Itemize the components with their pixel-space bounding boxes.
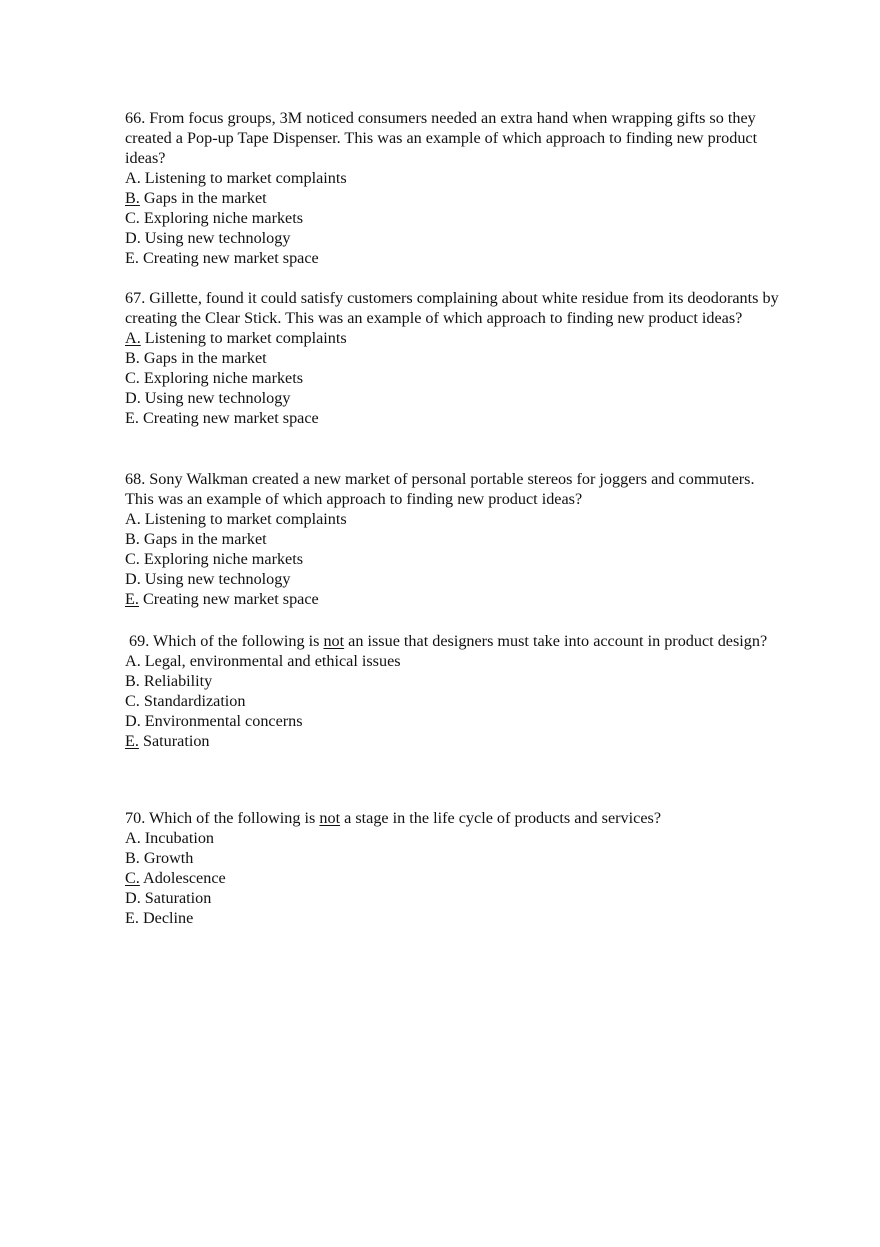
- option-text: Saturation: [140, 889, 212, 907]
- answer-option-b: [125, 671, 785, 691]
- option-letter: A.: [125, 169, 141, 187]
- option-text: Standardization: [139, 692, 246, 710]
- question-69: [125, 631, 785, 751]
- option-letter-correct: C.: [125, 869, 140, 887]
- option-text: Exploring niche markets: [139, 550, 304, 568]
- option-letter: C.: [125, 369, 140, 387]
- option-letter: C.: [125, 209, 140, 227]
- option-letter: B.: [125, 849, 140, 867]
- option-text: Reliability: [139, 672, 213, 690]
- question-70: [125, 808, 785, 928]
- option-text: Environmental concerns: [140, 712, 303, 730]
- answer-option-b: [125, 348, 785, 368]
- answer-option-b: [125, 188, 785, 208]
- option-text: Adolescence: [139, 869, 226, 887]
- answer-option-e: [125, 589, 785, 609]
- answer-option-b: [125, 848, 785, 868]
- option-text: Exploring niche markets: [139, 209, 304, 227]
- answer-option-c: [125, 691, 785, 711]
- answer-option-b: [125, 529, 785, 549]
- stem-text: a stage in the life cycle of products and services?: [340, 809, 661, 827]
- answer-option-a: [125, 328, 785, 348]
- stem-text: an issue that designers must take into account in product design?: [344, 632, 768, 650]
- answer-option-a: [125, 509, 785, 529]
- answer-option-c: [125, 208, 785, 228]
- answer-option-a: [125, 168, 785, 188]
- option-text: Gaps in the market: [139, 530, 267, 548]
- option-letter: B.: [125, 672, 140, 690]
- option-text: Gaps in the market: [139, 349, 267, 367]
- stem-emphasis: not: [323, 632, 345, 650]
- option-text: Decline: [138, 909, 194, 927]
- answer-option-c: [125, 549, 785, 569]
- option-text: Listening to market complaints: [140, 169, 347, 187]
- option-letter: B.: [125, 349, 140, 367]
- question-stem: [125, 631, 785, 651]
- stem-text: 69. Which of the following is: [125, 632, 324, 650]
- answer-option-e: [125, 408, 785, 428]
- option-letter-correct: B.: [125, 189, 140, 207]
- option-letter: E.: [125, 909, 139, 927]
- option-letter: B.: [125, 530, 140, 548]
- option-text: Listening to market complaints: [140, 329, 347, 347]
- option-text: Incubation: [140, 829, 215, 847]
- option-letter: C.: [125, 692, 140, 710]
- option-letter: E.: [125, 249, 139, 267]
- answer-option-e: [125, 731, 785, 751]
- answer-option-d: [125, 228, 785, 248]
- option-letter-correct: A.: [125, 329, 141, 347]
- question-stem: [125, 808, 785, 828]
- question-68: [125, 469, 785, 609]
- question-stem: 68. Sony Walkman created a new market of personal portable stereos for joggers and commuters. This was an example of which approach to finding new product ideas?: [125, 470, 755, 508]
- question-stem: 66. From focus groups, 3M noticed consumers needed an extra hand when wrapping gifts so they created a Pop-up Tape Dispenser. This was an example of which approach to finding new product ideas?: [125, 109, 758, 167]
- option-letter: E.: [125, 409, 139, 427]
- answer-option-d: [125, 711, 785, 731]
- answer-option-d: [125, 569, 785, 589]
- answer-option-d: [125, 888, 785, 908]
- option-text: Using new technology: [140, 570, 291, 588]
- question-stem: 67. Gillette, found it could satisfy customers complaining about white residue from its deodorants by creating the Clear Stick. This was an example of which approach to finding new product ideas?: [125, 289, 779, 327]
- option-letter: A.: [125, 829, 141, 847]
- stem-emphasis: not: [319, 809, 341, 827]
- option-letter: D.: [125, 570, 141, 588]
- option-text: Exploring niche markets: [139, 369, 304, 387]
- option-text: Gaps in the market: [139, 189, 267, 207]
- option-letter: A.: [125, 510, 141, 528]
- option-text: Growth: [139, 849, 194, 867]
- option-text: Creating new market space: [138, 590, 319, 608]
- option-text: Using new technology: [140, 229, 291, 247]
- option-text: Creating new market space: [138, 409, 319, 427]
- option-text: Using new technology: [140, 389, 291, 407]
- answer-option-c: [125, 368, 785, 388]
- option-text: Legal, environmental and ethical issues: [140, 652, 401, 670]
- answer-option-a: [125, 651, 785, 671]
- stem-text: 70. Which of the following is: [125, 809, 320, 827]
- option-letter-correct: E.: [125, 732, 139, 750]
- option-letter: D.: [125, 229, 141, 247]
- option-text: Creating new market space: [138, 249, 319, 267]
- option-letter: D.: [125, 889, 141, 907]
- option-text: Saturation: [138, 732, 210, 750]
- answer-option-d: [125, 388, 785, 408]
- answer-option-a: [125, 828, 785, 848]
- option-letter: C.: [125, 550, 140, 568]
- option-text: Listening to market complaints: [140, 510, 347, 528]
- option-letter: A.: [125, 652, 141, 670]
- answer-option-c: [125, 868, 785, 888]
- answer-option-e: [125, 908, 785, 928]
- question-66: [125, 108, 785, 268]
- option-letter-correct: E.: [125, 590, 139, 608]
- option-letter: D.: [125, 389, 141, 407]
- question-67: [125, 288, 785, 428]
- option-letter: D.: [125, 712, 141, 730]
- answer-option-e: [125, 248, 785, 268]
